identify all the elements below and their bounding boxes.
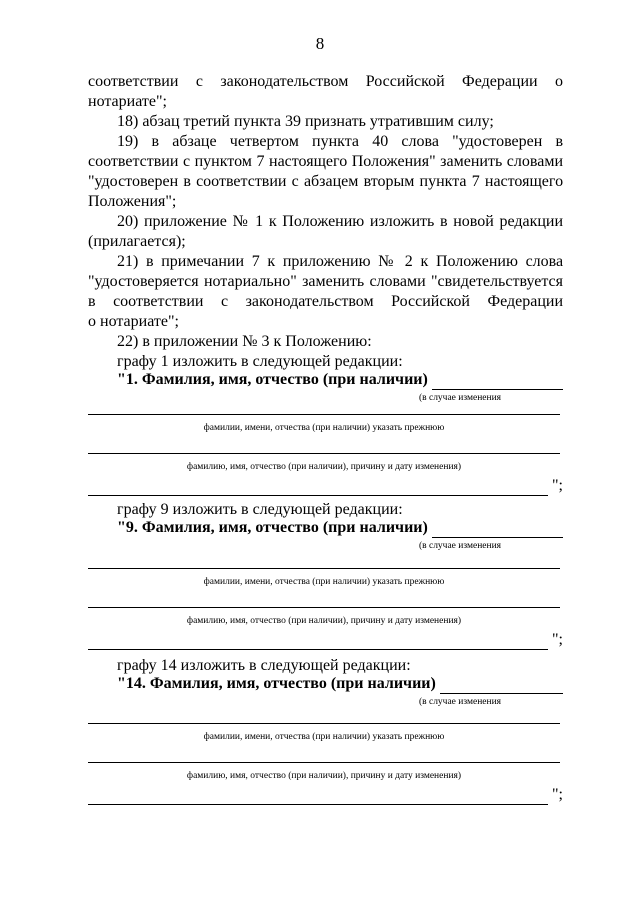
field-label: "1. Фамилия, имя, отчество (при наличии): [117, 371, 428, 388]
word: Положению: [282, 213, 365, 230]
paragraph-line: Положения";: [88, 193, 177, 210]
word: пункта: [312, 133, 360, 150]
paragraph-line: [88, 272, 563, 292]
word: Российской: [391, 293, 470, 310]
word: 1: [255, 213, 264, 230]
field-label: "9. Фамилия, имя, отчество (при наличии): [117, 519, 428, 536]
word: в: [555, 133, 564, 150]
block-intro: графу 14 изложить в следующей редакции:: [117, 657, 411, 674]
word: абзацем: [303, 173, 359, 190]
paragraph-line: [117, 132, 563, 152]
form-field-row: [117, 674, 563, 694]
fill-line: [432, 375, 563, 390]
word: 7: [256, 153, 265, 170]
word: с: [220, 293, 229, 310]
word: новой: [453, 213, 494, 230]
word: заменить: [440, 153, 503, 170]
field-label: "14. Фамилия, имя, отчество (при наличии): [117, 675, 436, 692]
paragraph-line: (прилагается);: [88, 233, 186, 250]
word: соответствии: [88, 153, 179, 170]
word: №: [232, 213, 250, 230]
field-caption: фамилии, имени, отчества (при наличии) указать прежнюю: [203, 577, 445, 587]
paragraph-line: [88, 292, 563, 312]
word: Положению: [435, 253, 518, 270]
closing-row: [88, 476, 563, 496]
closing-row: [88, 785, 563, 805]
word: изложить: [369, 213, 435, 230]
word: "удостоверяется: [88, 273, 199, 290]
word: Федерации: [487, 293, 564, 310]
word: соответствии: [196, 173, 287, 190]
paragraph-line: [88, 152, 563, 172]
word: словами: [369, 273, 426, 290]
paragraph-line: 18) абзац третий пункта 39 признать утратившим силу;: [117, 113, 494, 130]
word: Положения": [351, 153, 436, 170]
fill-line: [88, 723, 560, 724]
field-caption: фамилии, имени, отчества (при наличии) указать прежнюю: [203, 732, 445, 742]
page-number: 8: [315, 34, 325, 53]
word: с: [291, 173, 299, 190]
word: 7: [471, 173, 480, 190]
word: абзаце: [172, 133, 217, 150]
word: пунктом: [194, 153, 252, 170]
word: словами: [506, 153, 563, 170]
word: 7: [251, 253, 260, 270]
field-caption: фамилию, имя, отчество (при наличии), причину и дату изменения): [186, 771, 462, 781]
word: настоящего: [484, 173, 564, 190]
block-intro: графу 1 изложить в следующей редакции:: [117, 353, 403, 370]
word: соответствии: [113, 293, 204, 310]
word: "удостоверен: [452, 133, 543, 150]
paragraph-line: нотариате";: [88, 93, 167, 110]
word: "свидетельствуется: [430, 273, 563, 290]
fill-line: [440, 679, 563, 694]
word: в: [439, 213, 448, 230]
word: к: [268, 213, 277, 230]
word: в: [88, 293, 96, 310]
word: приложению: [282, 253, 371, 270]
form-field-row: [117, 370, 563, 390]
fill-line: [88, 790, 548, 805]
word: с: [195, 73, 203, 90]
fill-line: [88, 568, 560, 569]
field-caption: фамилию, имя, отчество (при наличии), причину и дату изменения): [186, 616, 462, 626]
word: нотариально": [203, 273, 297, 290]
word: 40: [372, 133, 389, 150]
word: примечании: [161, 253, 245, 270]
block-intro: графу 9 изложить в следующей редакции:: [117, 501, 403, 518]
word: Федерации: [462, 73, 538, 90]
word: 21) в: [117, 253, 154, 270]
fill-line: [88, 414, 560, 415]
word: "удостоверен: [88, 173, 179, 190]
paragraph-line: [117, 212, 563, 232]
field-caption: (в случае изменения: [418, 393, 502, 403]
word: пункта: [419, 173, 467, 190]
closing-quote: ";: [552, 477, 563, 494]
word: вторым: [363, 173, 415, 190]
word: соответствии: [88, 73, 179, 90]
word: № 2: [378, 253, 413, 270]
form-field-row: [117, 518, 563, 538]
word: заменить: [302, 273, 365, 290]
fill-line: [88, 453, 560, 454]
word: 19) в: [117, 133, 160, 150]
fill-line: [88, 762, 560, 763]
word: редакции: [499, 213, 564, 230]
word: законодательством: [245, 293, 374, 310]
closing-quote: ";: [552, 631, 563, 648]
field-caption: фамилии, имени, отчества (при наличии) указать прежнюю: [203, 423, 445, 433]
word: настоящего: [269, 153, 348, 170]
word: четвертом: [229, 133, 299, 150]
word: законодательством: [220, 73, 349, 90]
fill-line: [432, 523, 563, 538]
fill-line: [88, 607, 560, 608]
word: слова: [401, 133, 439, 150]
paragraph-line: 22) в приложении № 3 к Положению:: [117, 333, 372, 350]
fill-line: [88, 635, 548, 650]
word: 20) приложение: [117, 213, 227, 230]
paragraph-line: [88, 72, 563, 92]
paragraph-line: [88, 172, 563, 192]
paragraph-line: [117, 252, 563, 272]
word: слова: [525, 253, 564, 270]
field-caption: фамилию, имя, отчество (при наличии), причину и дату изменения): [186, 462, 462, 472]
word: с: [182, 153, 191, 170]
word: о: [555, 73, 564, 90]
field-caption: (в случае изменения: [418, 697, 502, 707]
closing-row: [88, 630, 563, 650]
word: Российской: [365, 73, 445, 90]
word: к: [420, 253, 429, 270]
field-caption: (в случае изменения: [418, 541, 502, 551]
fill-line: [88, 481, 548, 496]
closing-quote: ";: [552, 786, 563, 803]
word: в: [183, 173, 191, 190]
word: к: [267, 253, 276, 270]
paragraph-line: о нотариате";: [88, 313, 179, 330]
